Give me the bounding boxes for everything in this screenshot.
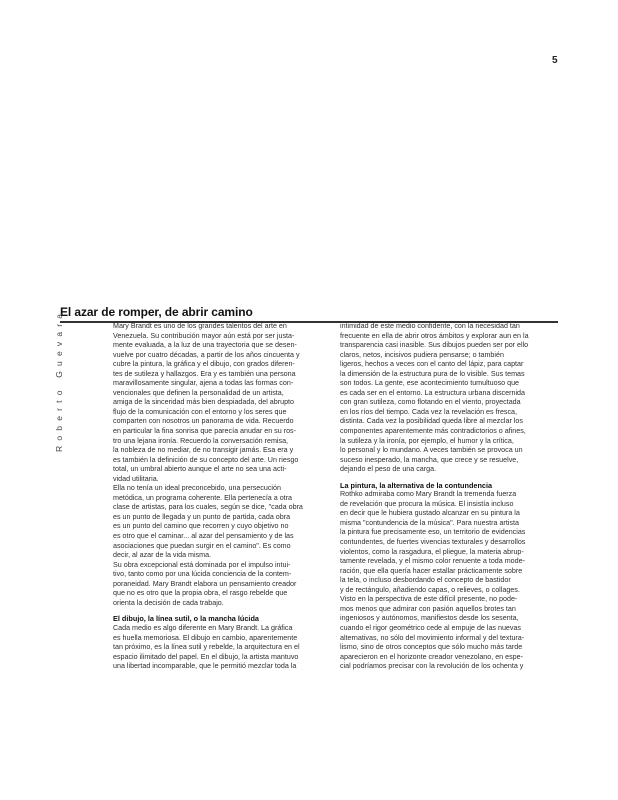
text-line: es un punto del camino que recorren y cuyo objetivo no bbox=[113, 522, 289, 531]
text-line: es cada ser en el entorno. La estructura urbana discernida bbox=[340, 388, 525, 397]
text-line: tamente revelada, y el mismo color renuente a toda mode- bbox=[340, 557, 525, 566]
text-line: tro una lejana ironía. Recuerdo la conversación remisa, bbox=[113, 436, 289, 445]
text-line: dejando el peso de una carga. bbox=[340, 465, 437, 474]
text-line: Ella no tenía un ideal preconcebido, una persecución bbox=[113, 484, 281, 493]
text-line: ingeniosos y autónomos, manifiestos desde los sesenta, bbox=[340, 614, 519, 623]
text-line: es huella memoriosa. El dibujo en cambio, aparentemente bbox=[113, 633, 298, 642]
left-column bbox=[113, 322, 333, 672]
text-line: la pintura fue precisamente eso, un territorio de evidencias bbox=[340, 528, 526, 537]
text-line: orienta la decisión de cada trabajo. bbox=[113, 598, 224, 607]
paragraph bbox=[113, 322, 333, 484]
page-number: 5 bbox=[552, 55, 558, 66]
text-line: cial podríamos precisar con la revolución de los ochenta y bbox=[340, 662, 524, 671]
text-line: en decir que le hubiera gustado alcanzar en su pintura la bbox=[340, 509, 520, 518]
text-line: tan próximo, es la línea sutil y rebelde, la arquitectura en el bbox=[113, 643, 300, 652]
text-line: que no es otro que la propia obra, el rasgo rebelde que bbox=[113, 589, 288, 598]
text-line: claros, netos, incisivos pudiera pensarse; o también bbox=[340, 350, 504, 359]
text-line: mos menos que admirar con pasión aquellos brotes tan bbox=[340, 604, 516, 613]
right-column bbox=[340, 322, 562, 672]
text-line: comparten con nosotros un panorama de vida. Recuerdo bbox=[113, 417, 294, 426]
section-subheading: La pintura, la alternativa de la contundencia bbox=[340, 480, 493, 490]
text-line: maravillosamente singular, ajena a todas las formas con- bbox=[113, 379, 294, 388]
text-line: vidad utilitaria. bbox=[113, 474, 159, 483]
paragraph bbox=[113, 624, 333, 672]
text-line: lismo, sino de otros conceptos que sólo mucho más tarde bbox=[340, 643, 523, 652]
text-line: cuando el rigor geométrico cede al empuje de las nuevas bbox=[340, 623, 522, 632]
text-line: flujo de la comunicación con el entorno y los seres que bbox=[113, 407, 287, 416]
text-line: clase de artistas, para los cuales, según se dice, "cada obra bbox=[113, 503, 303, 512]
text-line: Su obra excepcional está dominada por el impulso intui- bbox=[113, 560, 291, 569]
author-byline: Roberto Guevara bbox=[54, 308, 64, 452]
text-line: lo personal y lo mundano. A veces también se provoca un bbox=[340, 446, 523, 455]
text-line: Rothko admiraba como Mary Brandt la tremenda fuerza bbox=[340, 490, 517, 499]
text-line: total, un umbral abierto aunque el arte no sea una acti- bbox=[113, 465, 287, 474]
text-line: Cada medio es algo diferente en Mary Brandt. La gráfica bbox=[113, 623, 293, 632]
text-line: de revelación que procura la música. El insistía incluso bbox=[340, 499, 514, 508]
text-line: la dimensión de la estructura pura de lo visible. Sus temas bbox=[340, 369, 525, 378]
article-title: El azar de romper, de abrir camino bbox=[60, 305, 253, 319]
text-line: alternativas, no sólo del movimiento informal y del textura- bbox=[340, 633, 525, 642]
text-line: decir, al azar de la vida misma. bbox=[113, 551, 212, 560]
text-line: tes de sutileza y hallazgos. Era y es también una persona bbox=[113, 369, 296, 378]
text-line: y de rectángulo, añadiendo capas, o relieves, o collages. bbox=[340, 585, 520, 594]
text-line: transparencia casi inasible. Sus dibujos pueden ser por ello bbox=[340, 341, 529, 350]
text-line: mente evaluada, a la luz de una trayectoria que se desen- bbox=[113, 341, 297, 350]
text-line: la sutileza y la ironía, por ejemplo, el humor y la crítica, bbox=[340, 436, 514, 445]
text-line: Mary Brandt es uno de los grandes talentos del arte en bbox=[113, 322, 287, 330]
article-header bbox=[60, 305, 558, 323]
text-line: poraneidad. Mary Brandt elabora un pensamiento creador bbox=[113, 579, 297, 588]
section-subheading: El dibujo, la línea sutil, o la mancha lúcida bbox=[113, 614, 259, 624]
paragraph bbox=[340, 322, 562, 475]
text-line: misma "contundencia de la música". Para nuestra artista bbox=[340, 518, 519, 527]
text-line: una libertad incomparable, que le permitió mezclar toda la bbox=[113, 662, 297, 671]
text-line: Venezuela. Su contribución mayor aún está por ser justa- bbox=[113, 331, 295, 340]
text-line: suceso inesperado, la mancha, que crece y se resuelve, bbox=[340, 455, 519, 464]
text-line: frecuente en ella de abrir otros ámbitos y explorar aun en la bbox=[340, 331, 529, 340]
text-line: aparecieron en el horizonte creador venezolano, en espe- bbox=[340, 652, 523, 661]
text-line: Visto en la perspectiva de este difícil presente, no pode- bbox=[340, 595, 518, 604]
paragraph bbox=[340, 490, 562, 671]
text-line: cubre la pintura, la gráfica y el dibujo, con grados diferen- bbox=[113, 360, 295, 369]
text-line: espacio ilimitado del papel. En el dibujo, la artista mantuvo bbox=[113, 652, 299, 661]
text-line: ligeros, hechos a veces con el canto del lápiz, para captar bbox=[340, 360, 524, 369]
paragraph bbox=[113, 561, 333, 609]
text-line: intimidad de este medio confidente, con la necesidad tan bbox=[340, 322, 520, 330]
text-line: con gran sutileza, como flotando en el viento, proyectada bbox=[340, 398, 521, 407]
text-line: es también la definición de su concepto del arte. Un riesgo bbox=[113, 455, 299, 464]
paragraph bbox=[113, 484, 333, 560]
text-line: contundentes, de fuertes vivencias texturales y desarrollos bbox=[340, 538, 526, 547]
text-line: vuelve por cuatro décadas, a partir de los años cincuenta y bbox=[113, 350, 300, 359]
text-line: la nobleza de no mediar, de no transigir jamás. Esa era y bbox=[113, 446, 294, 455]
text-line: tivo, tanto como por una lúcida conciencia de la contem- bbox=[113, 570, 292, 579]
text-line: violentos, como la rasgadura, el pliegue, la materia abrup- bbox=[340, 547, 524, 556]
text-line: son todos. La gente, ese acontecimiento tumultuoso que bbox=[340, 379, 520, 388]
text-line: asociaciones que puedan surgir en el camino". Es como bbox=[113, 541, 291, 550]
text-line: amiga de la sinceridad más bien despiadada, del abrupto bbox=[113, 398, 295, 407]
text-line: ración, que ella quería hacer estallar prácticamente sobre bbox=[340, 566, 523, 575]
text-line: es un punto de llegada y un punto de partida, cada obra bbox=[113, 512, 291, 521]
text-line: en los ríos del tiempo. Cada vez la revelación es fresca, bbox=[340, 407, 518, 416]
text-line: en particular la fina sonrisa que parecía anudar en su ros- bbox=[113, 427, 296, 436]
text-line: es otro que el caminar... al azar del pensamiento y de las bbox=[113, 532, 294, 541]
text-line: la tela, o incluso desbordando el concepto de bastidor bbox=[340, 576, 511, 585]
text-line: componentes aparentemente más contradictorios o afines, bbox=[340, 427, 526, 436]
text-line: distinta. Cada vez la posibilidad queda libre al mezclar los bbox=[340, 417, 523, 426]
text-line: vencionales que definen la personalidad de un artista, bbox=[113, 388, 284, 397]
text-line: metódica, un programa coherente. Ella pertenecía a otra bbox=[113, 493, 293, 502]
